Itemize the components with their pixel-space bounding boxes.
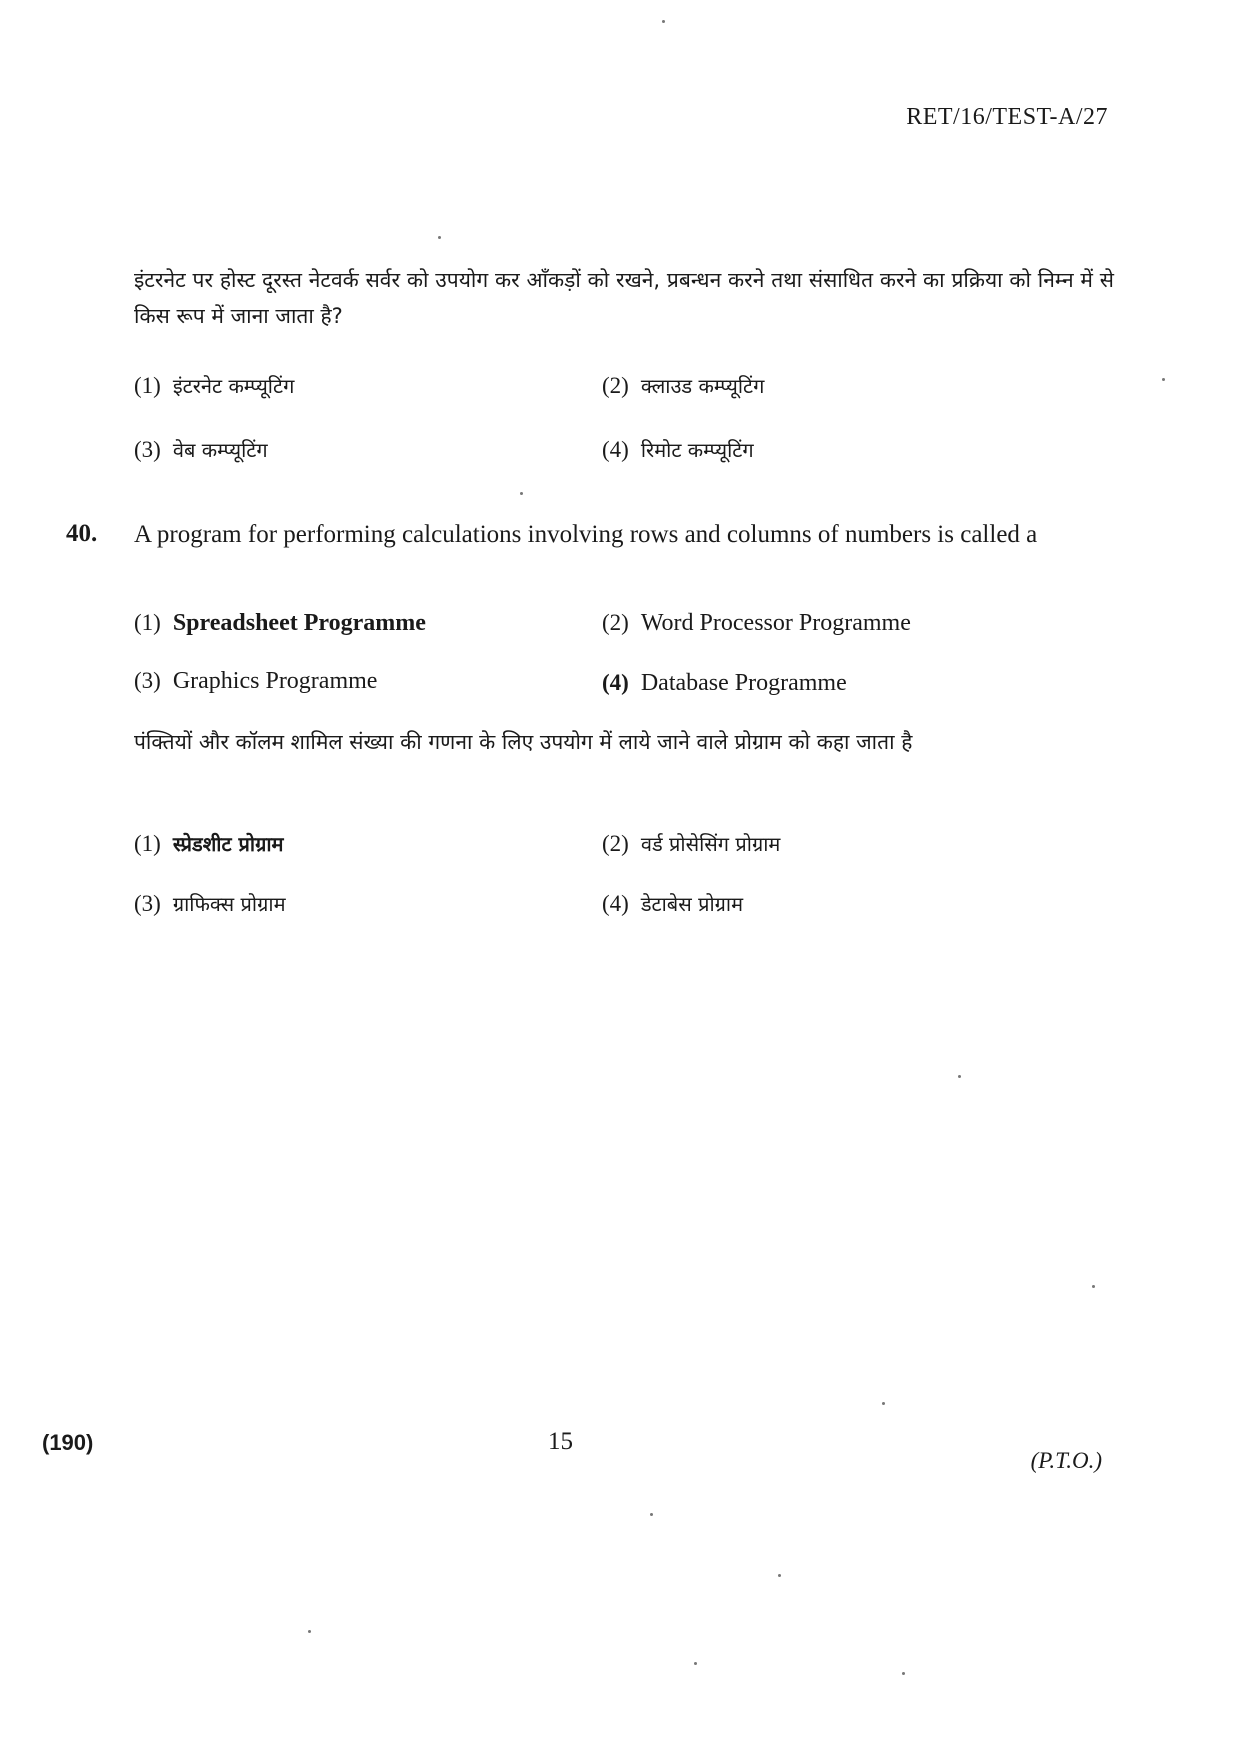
q40-hindi-option-2: (2) वर्ड प्रोसेसिंग प्रोग्राम	[602, 831, 781, 856]
q39-option-2: (2) क्लाउड कम्प्यूटिंग	[602, 373, 765, 398]
scan-speck	[308, 1630, 311, 1633]
scan-speck	[694, 1662, 697, 1665]
q40-number: 40.	[66, 520, 98, 547]
scan-speck	[520, 492, 523, 495]
footer-code: (190)	[42, 1430, 94, 1455]
scan-speck	[650, 1513, 653, 1516]
q39-hindi-question: इंटरनेट पर होस्ट दूरस्त नेटवर्क सर्वर को उपयोग कर आँकड़ों को रखने, प्रबन्धन करने तथा संसाधित करने का प्रक्रिया को निम्न में से किस रूप में जाना जाता है?	[134, 268, 1114, 328]
page-number: 15	[548, 1428, 573, 1455]
q40-option-1: (1) Spreadsheet Programme	[134, 610, 426, 636]
q40-hindi-option-3: (3) ग्राफिक्स प्रोग्राम	[134, 891, 286, 916]
q40-hindi-option-1: (1) स्प्रेडशीट प्रोग्राम	[134, 831, 284, 856]
paper-code: RET/16/TEST-A/27	[906, 104, 1108, 130]
q39-option-1: (1) इंटरनेट कम्प्यूटिंग	[134, 373, 295, 398]
scan-speck	[1092, 1285, 1095, 1288]
scan-speck	[1162, 378, 1165, 381]
scan-speck	[902, 1672, 905, 1675]
scan-speck	[958, 1075, 961, 1078]
q40-hindi-option-4: (4) डेटाबेस प्रोग्राम	[602, 891, 744, 916]
scan-speck	[778, 1574, 781, 1577]
scan-speck	[662, 20, 665, 23]
pto-label: (P.T.O.)	[1030, 1448, 1102, 1473]
q40-option-2: (2) Word Processor Programme	[602, 610, 911, 636]
q40-option-3: (3) Graphics Programme	[134, 668, 378, 694]
q40-question: A program for performing calculations involving rows and columns of numbers is called a	[134, 521, 1038, 548]
q40-hindi-question: पंक्तियों और कॉलम शामिल संख्या की गणना के लिए उपयोग में लाये जाने वाले प्रोग्राम को कहा जाता है	[134, 730, 913, 754]
scan-speck	[882, 1402, 885, 1405]
q39-option-4: (4) रिमोट कम्प्यूटिंग	[602, 437, 754, 462]
q40-option-4: (4) Database Programme	[602, 670, 847, 696]
q39-option-3: (3) वेब कम्प्यूटिंग	[134, 437, 268, 462]
scan-speck	[438, 236, 441, 239]
